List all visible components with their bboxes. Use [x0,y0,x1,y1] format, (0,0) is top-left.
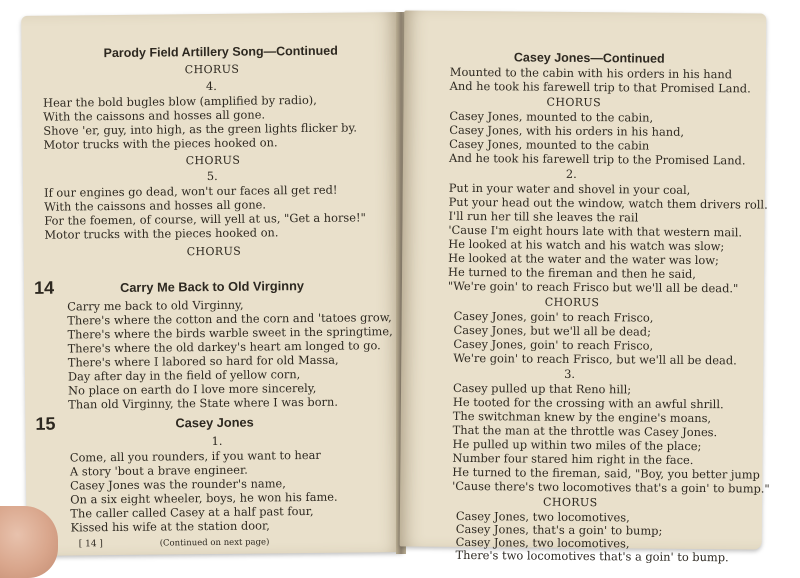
lyric-line: He tooted for the crossing with an awful shrill. [452,394,724,412]
lyric-line: We're goin' to reach Frisco, but we'll all be dead. [453,350,737,368]
lyric-line: Casey Jones, goin' to reach Frisco, [453,308,654,325]
lyric-line: He pulled up within two miles of the place; [452,436,702,454]
lyric-line: Motor trucks with the pieces hooked on. [43,135,278,152]
lyric-line: That the man at the throttle was Casey Jones. [452,422,718,440]
lyric-line: There's where I labored so hard for old Massa, [67,352,339,370]
lyric-line: Casey Jones, two locomotives, [455,508,630,525]
lyric-line: Motor trucks with the pieces hooked on. [44,225,279,242]
lyric-line: Hear the bold bugles blow (amplified by radio), [43,92,317,110]
verse-number: 1. [211,433,223,449]
lyric-line: Than old Virginny, the State where I was born. [68,394,339,412]
chorus-label: CHORUS [184,62,240,77]
right-page [400,10,770,565]
lyric-line: With the caissons and hosses all gone. [44,197,267,214]
continued-note: (Continued on next page) [159,537,270,549]
lyric-line: Day after day in the field of yellow corn, [67,367,301,384]
left-page-header: Parody Field Artillery Song—Continued [103,43,338,61]
lyric-line: Come, all you rounders, if you want to hear [69,447,321,465]
lyric-line: Mounted to the cabin with his orders in his hand [449,64,733,82]
left-page [21,12,403,556]
verse-number: 4. [205,78,217,94]
lyric-line: "We're goin' to reach Frisco but we'll all be dead." [447,278,739,296]
verse-number: 2. [565,166,577,181]
lyric-line: Put your head out the window, watch them drivers roll. [448,194,768,212]
lyric-line: With the caissons and hosses all gone. [43,107,266,124]
lyric-line: And he took his farewell trip to the Promised Land. [448,150,746,168]
chorus-label: CHORUS [543,495,598,510]
chorus-label: CHORUS [546,95,602,110]
song-title: Carry Me Back to Old Virginny [119,278,305,295]
lyric-line: I'll run her till she leaves the rail [448,208,639,225]
right-page-content [404,10,770,565]
lyric-line: He looked at the water and the water was low; [448,250,719,268]
lyric-line: Casey Jones, but we'll all be dead; [453,322,652,339]
lyric-line: Carry me back to old Virginny, [67,297,244,314]
lyric-line: There's where the old darkey's heart am longed to go. [67,338,381,356]
verse-number: 5. [206,168,218,184]
chorus-label: CHORUS [185,153,241,168]
lyric-line: There's where the birds warble sweet in the springtime, [67,324,393,342]
lyric-line: The caller called Casey at a half past four, [70,503,314,521]
lyric-line: Casey pulled up that Reno hill; [452,380,632,397]
lyric-line: On a six eight wheeler, boys, he won his fame. [70,489,338,507]
lyric-line: 'Cause there's two locomotives that's a goin' to bump." [452,478,770,496]
lyric-line: The switchman knew by the engine's moans, [452,408,712,426]
page-number: [ 14 ] [78,539,103,550]
lyric-line: He turned to the fireman, said, "Boy, you better jump [452,464,760,482]
lyric-line: Number four stared him right in the face. [452,450,694,467]
lyric-line: Casey Jones, that's a goin' to bump; [455,521,663,538]
lyric-line: He turned to the fireman and then he said, [448,264,696,281]
lyric-line: If our engines go dead, won't our faces all get red! [43,182,338,200]
right-page-header: Casey Jones—Continued [513,50,665,66]
lyric-line: He looked at his watch and his watch was slow; [448,236,725,254]
song-number: 14 [33,277,55,298]
song-title: Casey Jones [175,414,254,431]
lyric-line: There's where the cotton and the corn and 'tatoes grow, [67,310,392,328]
verse-number: 3. [564,366,576,381]
lyric-line: Casey Jones, mounted to the cabin, [449,108,654,125]
lyric-line: Casey Jones, mounted to the cabin [449,136,650,153]
lyric-line: Casey Jones was the rounder's name, [70,476,286,493]
lyric-line: Casey Jones, two locomotives, [455,534,630,551]
lyric-line: 'Cause I'm eight hours late with that western mail. [448,222,743,240]
lyric-line: Casey Jones, with his orders in his hand, [449,122,685,139]
chorus-label: CHORUS [544,295,600,310]
lyric-line: A story 'bout a brave engineer. [69,462,248,479]
lyric-line: Casey Jones, goin' to reach Frisco, [453,336,654,353]
lyric-line: There's two locomotives that's a goin' to bump. [455,547,729,565]
left-page-content [21,12,397,550]
song-number: 15 [35,413,56,434]
lyric-line: Put in your water and shovel in your coal, [448,180,691,197]
lyric-line: For the foemen, of course, will yell at us, "Get a horse!" [44,210,366,228]
lyric-line: And he took his farewell trip to that Promised Land. [449,78,751,96]
thumb [0,506,58,578]
lyric-line: No place on earth do I love more sincerely, [68,380,317,398]
lyric-line: Kissed his wife at the station door, [70,518,270,535]
chorus-label: CHORUS [186,244,242,259]
lyric-line: Shove 'er, guy, into high, as the green lights flicker by. [43,120,358,138]
